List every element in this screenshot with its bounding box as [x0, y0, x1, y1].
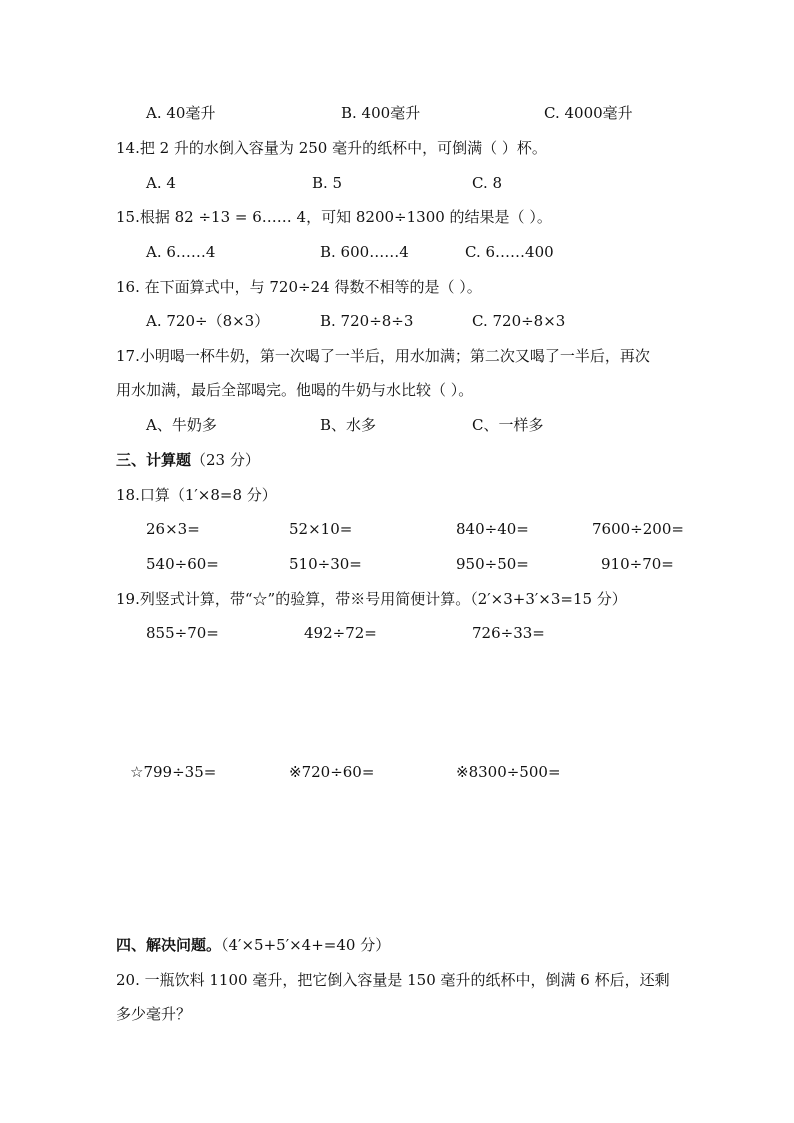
mental-math-item: 7600÷200= — [592, 520, 684, 538]
section-3-title: 三、计算题 — [116, 451, 192, 469]
q14-option-c[interactable]: C. 8 — [472, 174, 503, 192]
section-4-title: 四、解决问题。 — [116, 936, 222, 954]
section-3-score: （23 分） — [191, 451, 260, 469]
q17-option-a[interactable]: A、牛奶多 — [146, 416, 217, 434]
section-4-score: （4′×5+5′×4+=40 分） — [221, 936, 391, 954]
section-4-heading — [116, 934, 390, 956]
q16-option-c[interactable]: C. 720÷8×3 — [472, 312, 566, 330]
question-19: 19.列竖式计算，带“☆”的验算，带※号用简便计算。（2′×3+3′×3=15 分） — [116, 590, 627, 608]
question-18: 18.口算（1′×8=8 分） — [116, 486, 277, 504]
vertical-calc-item: 855÷70= — [146, 624, 219, 642]
mental-math-item: 910÷70= — [601, 555, 674, 573]
question-20-line-1: 20. 一瓶饮料 1100 毫升，把它倒入容量是 150 毫升的纸杯中，倒满 6 杯后，还剩 — [116, 971, 670, 989]
vertical-calc-item: 492÷72= — [304, 624, 377, 642]
mental-math-item: 26×3= — [146, 520, 200, 538]
mental-math-item: 510÷30= — [289, 555, 362, 573]
vertical-calc-item: 726÷33= — [472, 624, 545, 642]
section-3-heading — [116, 449, 260, 471]
q17-option-c[interactable]: C、一样多 — [472, 416, 544, 434]
vertical-calc-item: ※720÷60= — [289, 763, 375, 781]
q14-option-b[interactable]: B. 5 — [312, 174, 343, 192]
q16-option-a[interactable]: A. 720÷（8×3） — [146, 312, 270, 330]
mental-math-item: 540÷60= — [146, 555, 219, 573]
mental-math-item: 52×10= — [289, 520, 353, 538]
question-20-line-2: 多少毫升？ — [116, 1005, 192, 1023]
q13-option-c[interactable]: C. 4000毫升 — [544, 104, 633, 122]
q15-option-a[interactable]: A. 6……4 — [146, 243, 216, 261]
mental-math-item: 840÷40= — [456, 520, 529, 538]
q13-option-a[interactable]: A. 40毫升 — [146, 104, 216, 122]
mental-math-item: 950÷50= — [456, 555, 529, 573]
question-17-line-2: 用水加满，最后全部喝完。他喝的牛奶与水比较（ ）。 — [116, 381, 474, 399]
q17-option-b[interactable]: B、水多 — [320, 416, 377, 434]
q16-option-b[interactable]: B. 720÷8÷3 — [320, 312, 414, 330]
q13-option-b[interactable]: B. 400毫升 — [341, 104, 421, 122]
question-15: 15.根据 82 ÷13 = 6…… 4，可知 8200÷1300 的结果是（ ）。 — [116, 208, 552, 226]
vertical-calc-item: ※8300÷500= — [456, 763, 561, 781]
question-17-line-1: 17.小明喝一杯牛奶，第一次喝了一半后，用水加满；第二次又喝了一半后，再次 — [116, 347, 650, 365]
question-14: 14.把 2 升的水倒入容量为 250 毫升的纸杯中，可倒满（ ）杯。 — [116, 139, 547, 157]
question-16: 16. 在下面算式中，与 720÷24 得数不相等的是（ ）。 — [116, 278, 482, 296]
q15-option-c[interactable]: C. 6……400 — [465, 243, 554, 261]
q15-option-b[interactable]: B. 600……4 — [320, 243, 409, 261]
q14-option-a[interactable]: A. 4 — [146, 174, 176, 192]
vertical-calc-item: ☆799÷35= — [130, 763, 217, 781]
